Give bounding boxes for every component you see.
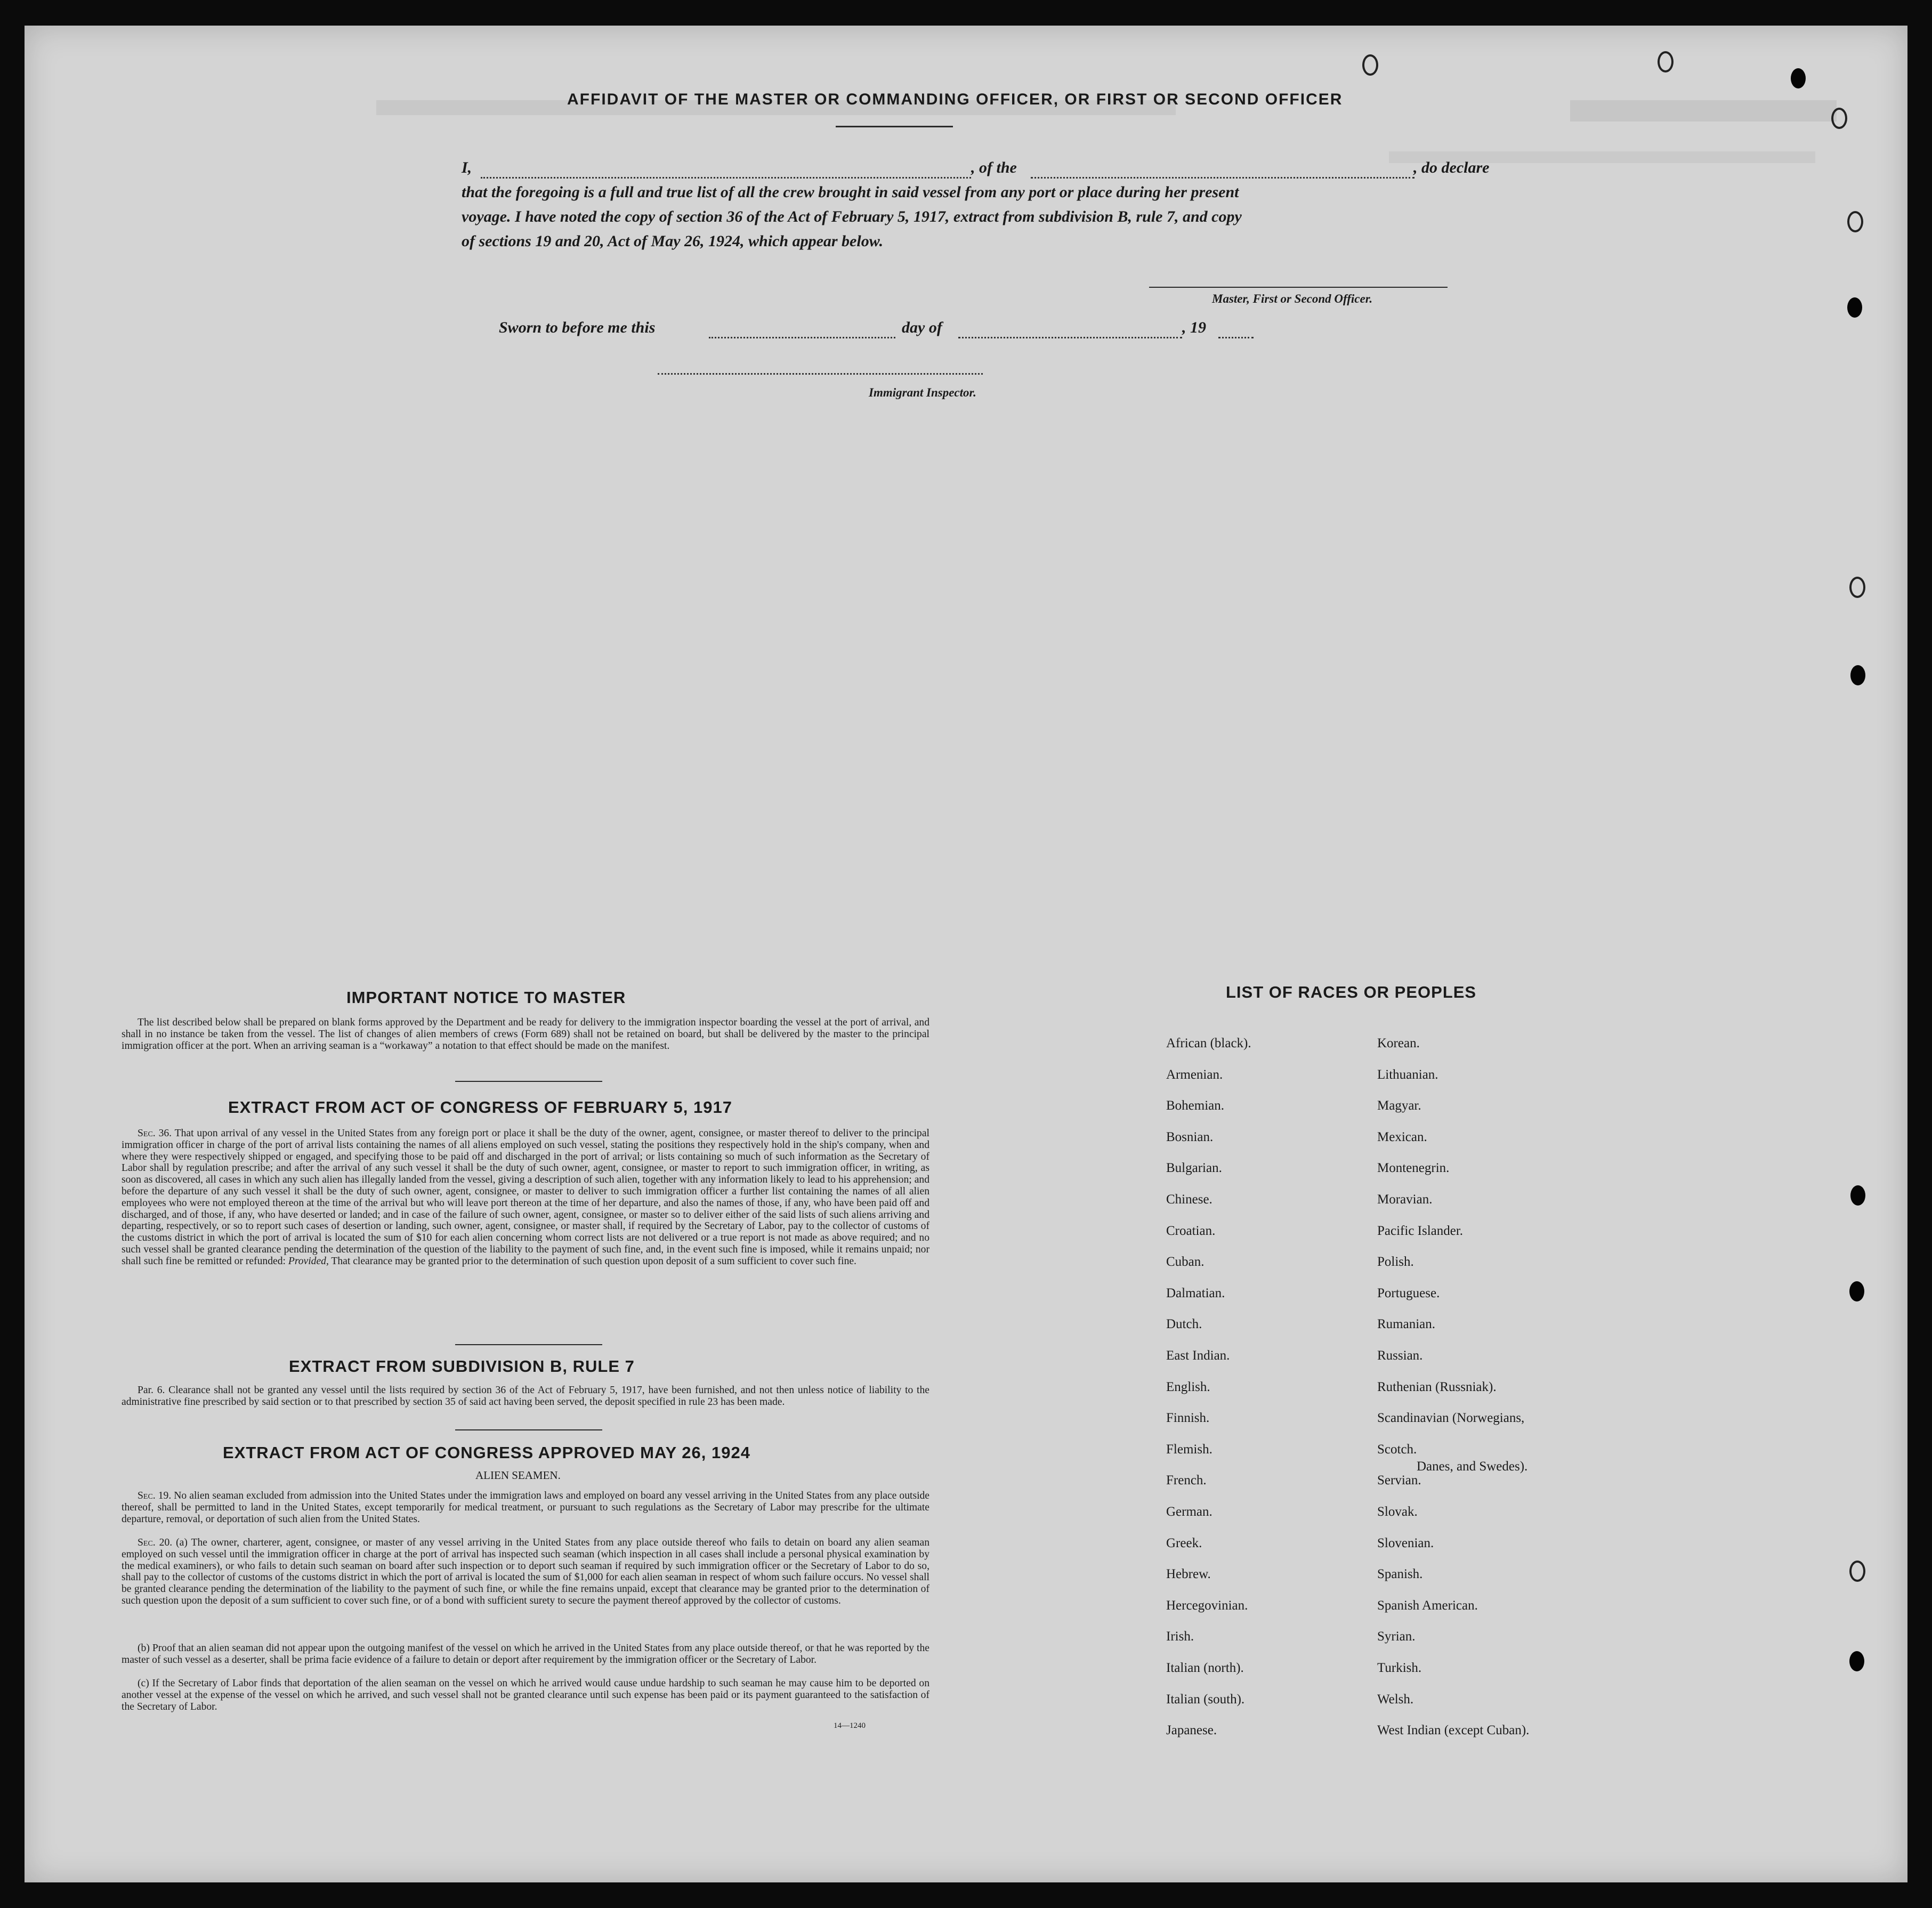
race-item: Cuban.	[1166, 1255, 1205, 1269]
race-item: Korean.	[1377, 1036, 1420, 1050]
race-item: Dalmatian.	[1166, 1286, 1225, 1300]
binder-hole-icon	[1850, 1185, 1865, 1206]
binder-hole-icon	[1831, 108, 1847, 129]
race-item: Hebrew.	[1166, 1567, 1211, 1581]
race-item: Syrian.	[1377, 1629, 1416, 1644]
race-item: West Indian (except Cuban).	[1377, 1723, 1530, 1737]
sec-19-text	[122, 1490, 929, 1525]
race-item: Chinese.	[1166, 1192, 1212, 1207]
sec-20a-body: (a) The owner, charterer, agent, consignee, or master of any vessel arriving in the United States from any place outside thereof who fails to detain on board any alien seaman employed on such vessel until the immigration officer in charge at the port of arrival has inspected such seaman (which inspection in all cases shall include a personal physical examination by the medical examiners), or who fails to detain such seaman on board after such inspection or to deport such seaman if required by such immigration officer or the Secretary of Labor to do so, shall pay to the collector of customs of the customs district in which the port of arrival is located the sum of $1,000 for each alien seaman in respect of whom such failure occurs. No vessel shall be granted clearance pending the determination of the liability to the payment of such fine, or while the fine remains unpaid, except that clearance may be granted prior to the determination of such question upon the deposit of a sum sufficient to cover such fine, or of a bond with sufficient surety to secure the payment thereof approved by the collector of customs.	[122, 1537, 929, 1606]
declaration-i: I,	[462, 159, 472, 176]
vessel-blank[interactable]	[1031, 177, 1414, 179]
race-item: African (black).	[1166, 1036, 1251, 1050]
master-signature-line[interactable]	[1149, 287, 1448, 288]
race-item: Servian.	[1377, 1473, 1421, 1487]
divider-3	[455, 1429, 602, 1430]
race-item: Mexican.	[1377, 1130, 1427, 1144]
races-heading: LIST OF RACES OR PEOPLES	[1226, 983, 1477, 1001]
declaration-line-3: voyage. I have noted the copy of section 36 of the Act of February 5, 1917, extract from subdivision B, rule 7, and copy	[462, 208, 1242, 225]
race-item: Japanese.	[1166, 1723, 1217, 1737]
race-item: Bulgarian.	[1166, 1161, 1222, 1175]
declaration-of-the: , of the	[971, 159, 1017, 176]
race-item: Welsh.	[1377, 1692, 1414, 1707]
sworn-text: Sworn to before me this	[499, 319, 656, 336]
race-item: English.	[1166, 1380, 1210, 1394]
race-item: Montenegrin.	[1377, 1161, 1450, 1175]
race-item: Italian (north).	[1166, 1661, 1244, 1675]
race-item: Lithuanian.	[1377, 1068, 1438, 1082]
inspector-caption: Immigrant Inspector.	[869, 386, 976, 399]
race-item: Rumanian.	[1377, 1317, 1436, 1331]
race-item: Polish.	[1377, 1255, 1414, 1269]
race-item: German.	[1166, 1505, 1212, 1519]
notice-text: The list described below shall be prepared on blank forms approved by the Department and be ready for delivery to the immigration inspector boarding the vessel at the port of arrival, and shall in no instance be taken from the vessel. The list of changes of alien members of crews (Form 689) shall not be retained on board, but shall be delivered by the master to the principal immigration officer at the port. When an arriving seaman is a “workaway” a notation to that effect should be made on the manifest.	[122, 1017, 929, 1052]
sec-20-label: Sec. 20.	[138, 1537, 173, 1548]
binder-hole-icon	[1849, 1651, 1864, 1671]
race-item: Slovak.	[1377, 1505, 1418, 1519]
document-page	[25, 26, 1907, 1882]
race-item: Croatian.	[1166, 1224, 1216, 1238]
declaration-do-declare: , do declare	[1413, 159, 1490, 176]
binder-hole-icon	[1362, 54, 1378, 76]
race-item: Spanish.	[1377, 1567, 1423, 1581]
race-item: Moravian.	[1377, 1192, 1433, 1207]
race-item: Scandinavian (Norwegians,	[1377, 1411, 1525, 1425]
race-item: Bosnian.	[1166, 1130, 1214, 1144]
sec-20a-text	[122, 1537, 929, 1607]
race-item: Finnish.	[1166, 1411, 1210, 1425]
race-item: Italian (south).	[1166, 1692, 1245, 1707]
name-blank[interactable]	[481, 177, 971, 179]
inspector-signature-line[interactable]	[658, 373, 983, 375]
race-item: Hercegovinian.	[1166, 1598, 1248, 1613]
alien-seamen-subheading: ALIEN SEAMEN.	[475, 1469, 561, 1482]
sworn-day-blank[interactable]	[709, 337, 895, 338]
declaration-line-4: of sections 19 and 20, Act of May 26, 1924, which appear below.	[462, 232, 884, 250]
binder-hole-icon	[1849, 577, 1865, 598]
race-scandinavian-continued: Danes, and Swedes).	[1417, 1459, 1528, 1474]
provided-word: Provided,	[288, 1255, 329, 1267]
race-item: Dutch.	[1166, 1317, 1202, 1331]
race-item: Armenian.	[1166, 1068, 1223, 1082]
binder-hole-icon	[1847, 297, 1862, 318]
binder-hole-icon	[1847, 211, 1863, 232]
divider-1	[455, 1081, 602, 1082]
race-item: Irish.	[1166, 1629, 1194, 1644]
sec-36-label: Sec. 36.	[138, 1128, 172, 1139]
race-item: Greek.	[1166, 1536, 1202, 1550]
race-item: Slovenian.	[1377, 1536, 1434, 1550]
affidavit-title: AFFIDAVIT OF THE MASTER OR COMMANDING OFFICER, OR FIRST OR SECOND OFFICER	[567, 91, 1343, 108]
race-item: Flemish.	[1166, 1442, 1212, 1457]
race-item: East Indian.	[1166, 1348, 1230, 1363]
rule-7-heading: EXTRACT FROM SUBDIVISION B, RULE 7	[289, 1357, 635, 1376]
sec-36-end: That clearance may be granted prior to the determination of such question upon deposit of a sum sufficient to cover such fine.	[331, 1255, 856, 1267]
notice-heading: IMPORTANT NOTICE TO MASTER	[346, 988, 626, 1007]
binder-hole-icon	[1658, 51, 1674, 72]
sec-19-label: Sec. 19.	[138, 1490, 172, 1501]
sec-20b-text: (b) Proof that an alien seaman did not appear upon the outgoing manifest of the vessel on which he arrived in the United States from any place outside thereof, or that he was reported by the master of such vessel as a deserter, shall be prima facie evidence of a failure to detain or deport after requirement by the immigration officer or the Secretary of Labor.	[122, 1643, 929, 1666]
binder-hole-icon	[1849, 1561, 1865, 1582]
divider-2	[455, 1344, 602, 1345]
race-item: Turkish.	[1377, 1661, 1422, 1675]
sec-20c-text: (c) If the Secretary of Labor finds that deportation of the alien seaman on the vessel on which he arrived would cause undue hardship to such seaman he may cause him to be deported on another vessel at the expense of the vessel on which he arrived, and such vessel shall not be granted clearance until such expense has been paid or its payment guaranteed to the satisfaction of the Secretary of Labor.	[122, 1678, 929, 1712]
race-item: Spanish American.	[1377, 1598, 1478, 1613]
race-item: Ruthenian (Russniak).	[1377, 1380, 1497, 1394]
race-item: Bohemian.	[1166, 1098, 1225, 1113]
form-number: 14—1240	[834, 1721, 866, 1730]
master-caption: Master, First or Second Officer.	[1212, 292, 1373, 305]
race-item: Magyar.	[1377, 1098, 1421, 1113]
day-of-text: day of	[902, 319, 942, 336]
sec-36-body: That upon arrival of any vessel in the United States from any foreign port or place it shall be the duty of the owner, agent, consignee, or master thereof to deliver to the principal immigration officer in charge of the port of arrival lists containing the names of all aliens employed on such vessel, stating the positions they respectively hold in the ship's company, when and where they were respectively shipped or engaged, and specifying those to be paid off and discharged in the port of arrival; or lists containing so much of such information as the Secretary of Labor shall by regulation prescribe; and after the arrival of any such vessel it shall be the duty of such owner, agent, consignee, or master to report to such immigration officer, in writing, as soon as discovered, all cases in which any such alien has illegally landed from the vessel, giving a description of such alien, together with any information likely to lead to his apprehension; and before the departure of any such vessel it shall be the duty of such owner, agent, consignee, or master to deliver to such immigration officer a further list containing the names of all alien employees who were not employed thereon at the time of the arrival but who will leave port thereon at the time of her departure, and also the names of those, if any, who have been paid off and discharged, and of those, if any, who have deserted or landed; and in case of the failure of such owner, agent, consignee, or master so to deliver either of the said lists of such aliens arriving and departing, respectively, or so to report such cases of desertion or landing, such owner, agent, consignee, or master shall, if required by the Secretary of Labor, pay to the collector of customs of the customs district in which the port of arrival is located the sum of $10 for each alien concerning whom correct lists are not delivered or a true report is not made as above required; and no such vessel shall be granted clearance pending the determination of the question of the liability to the payment of such fine, and, in the event such fine is imposed, while it remains unpaid; nor shall such fine be remitted or refunded:	[122, 1128, 929, 1267]
declaration-line-2: that the foregoing is a full and true list of all the crew brought in said vessel from any port or place during her present	[462, 183, 1239, 201]
extract-1917-text	[122, 1128, 929, 1267]
race-item: Russian.	[1377, 1348, 1423, 1363]
binder-hole-icon	[1791, 68, 1806, 88]
rule-7-text: Par. 6. Clearance shall not be granted any vessel until the lists required by section 36 of the Act of February 5, 1917, have been furnished, and not then unless notice of liability to the administrative fine prescribed by said section or to that prescribed by section 35 of said act having been served, the deposit specified in rule 23 has been made.	[122, 1385, 929, 1408]
sworn-month-blank[interactable]	[958, 337, 1182, 338]
binder-hole-icon	[1849, 1281, 1864, 1301]
title-divider	[836, 126, 953, 127]
extract-1917-heading: EXTRACT FROM ACT OF CONGRESS OF FEBRUARY 5, 1917	[228, 1098, 732, 1117]
sec-19-body: No alien seaman excluded from admission into the United States under the immigration laws and employed on board any vessel arriving in the United States from any place outside thereof, shall be permitted to land in the United States, except temporarily for medical treatment, or pursuant to such regulations as the Secretary of Labor may prescribe for the ultimate departure, removal, or deportation of such alien from the United States.	[122, 1490, 930, 1525]
binder-hole-icon	[1850, 665, 1865, 685]
race-item: French.	[1166, 1473, 1207, 1487]
race-item: Scotch.	[1377, 1442, 1417, 1457]
race-item: Pacific Islander.	[1377, 1224, 1464, 1238]
sworn-year-blank[interactable]	[1218, 337, 1254, 338]
race-item: Portuguese.	[1377, 1286, 1440, 1300]
year-text: , 19	[1182, 319, 1206, 336]
extract-1924-heading: EXTRACT FROM ACT OF CONGRESS APPROVED MAY 26, 1924	[223, 1443, 750, 1462]
